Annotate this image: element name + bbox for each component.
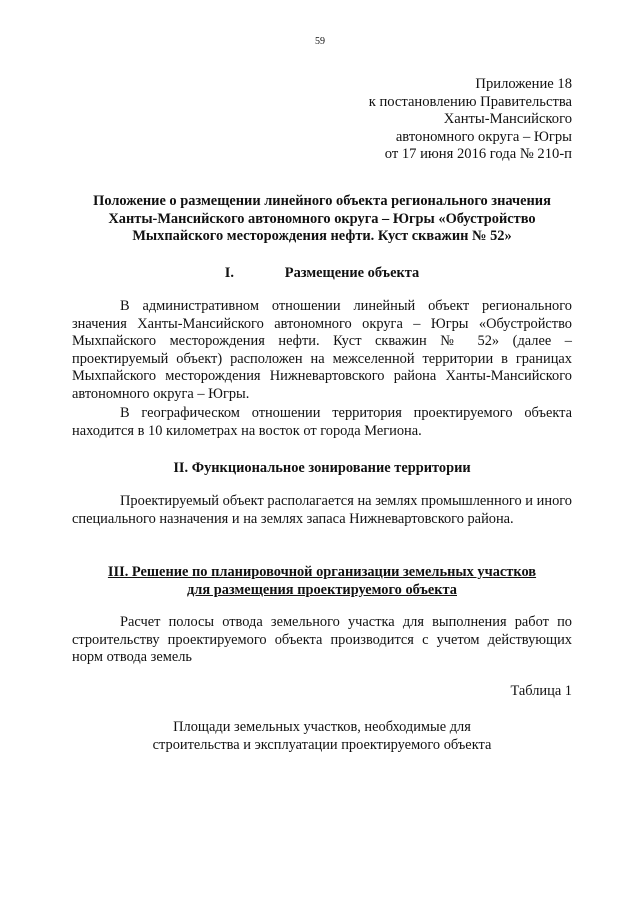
- section-1-title: Размещение объекта: [284, 265, 420, 281]
- section-2-heading: II. Функциональное зонирование территории: [173, 460, 471, 476]
- annex-line: Приложение 18: [475, 76, 572, 92]
- annex-line: к постановлению Правительства: [368, 93, 572, 110]
- annex-line: автономного округа – Югры: [395, 128, 572, 145]
- table-caption-line-1: Площади земельных участков, необходимые для: [173, 719, 471, 735]
- annex-line: Ханты-Мансийского: [443, 111, 572, 128]
- annex-line: от 17 июня 2016 года № 210-п: [384, 146, 572, 163]
- section-3-heading: [72, 564, 572, 599]
- document-title: Положение о размещении линейного объекта регионального значения Ханты-Мансийского автономного округа – Югры «Обустройство Мыхпайского месторождения нефти. Куст скважин № 52»: [93, 193, 551, 245]
- table-label: Таблица 1: [510, 683, 572, 699]
- section-1-heading: [72, 265, 572, 283]
- table-caption-line-2: строительства и эксплуатации проектируемого объекта: [152, 736, 492, 753]
- section-1-paragraph-2: В географическом отношении территория проектируемого объекта находится в 10 километрах на восток от города Мегиона.: [72, 405, 572, 439]
- table-caption: [72, 719, 572, 754]
- section-1-paragraph-1: В административном отношении линейный объект регионального значения Ханты-Мансийского автономного округа – Югры «Обустройство Мыхпайского месторождения нефти. Куст скважин № 52» (далее – проектируемый объект) расположен на межселенной территории в границах Мыхпайского месторождения Нижневартовского района Ханты-Мансийского автономного округа – Югры.: [72, 298, 572, 402]
- section-3-heading-line-2: для размещения проектируемого объекта: [186, 581, 457, 598]
- section-2-paragraph-1: Проектируемый объект располагается на землях промышленного и иного специального назначения и на землях запаса Нижневартовского района.: [72, 493, 572, 527]
- annex-block: [252, 76, 572, 164]
- section-3-heading-line-1: III. Решение по планировочной организации земельных участков: [107, 564, 537, 580]
- section-3-paragraph-1: Расчет полосы отвода земельного участка для выполнения работ по строительству проектируемого объекта производится с учетом действующих норм отвода земель: [72, 614, 572, 665]
- section-1-number: I.: [224, 265, 234, 281]
- page-number: 59: [315, 36, 325, 47]
